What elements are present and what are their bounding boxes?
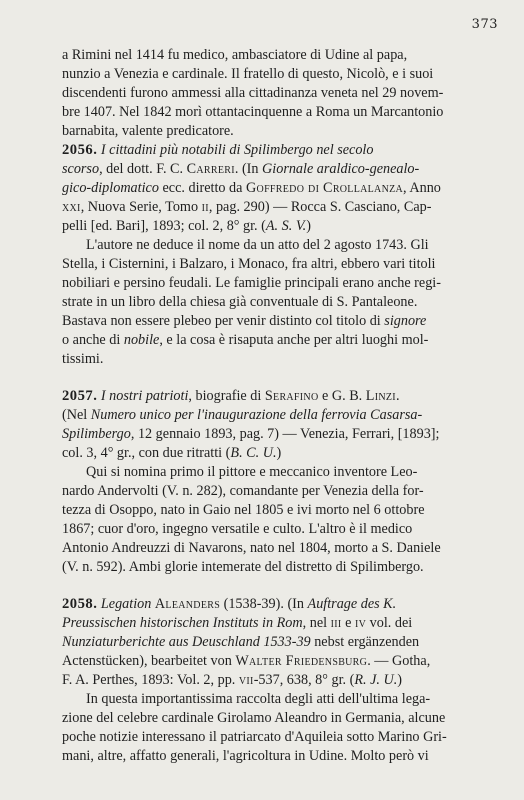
citation-line (62, 406, 504, 425)
entry-number: 2058. (62, 596, 98, 612)
citation-segment: , biografie di (188, 388, 265, 404)
citation-line (62, 614, 504, 633)
summary-line: strate in un libro della chiesa già conventuale di S. Pantaleone. (62, 294, 418, 310)
citation-segment: Aleanders (154, 596, 221, 612)
summary-line: zione del celebre cardinale Girolamo Aleandro in Germania, alcune (62, 710, 446, 726)
page-number: 373 (471, 17, 498, 32)
citation-segment: Actenstücken), bearbeitet von (62, 653, 236, 669)
summary-line: Qui si nomina primo il pittore e meccanico inventore Leo- (86, 464, 418, 480)
citation-line (62, 198, 504, 217)
citation-segment: ) (306, 218, 311, 234)
citation-segment: B. C. U. (230, 445, 277, 461)
citation-segment: gico-diplomatico (62, 180, 159, 196)
citation-segment: Legation (100, 596, 152, 612)
citation-segment: . — Gotha, (367, 653, 431, 669)
citation-segment: , del dott. F. C. (99, 161, 187, 177)
bibliography-entries (62, 141, 504, 766)
citation-segment: R. J. U. (354, 672, 398, 688)
summary-line: tissimi. (62, 351, 104, 367)
citation-segment: ) (276, 445, 282, 461)
summary-line: poche notizie interessano il patriarcato d'Aquileia sotto Marino Gri- (62, 729, 447, 745)
citation-segment: Numero unico per l'inaugurazione della ferrovia Casarsa- (90, 407, 423, 423)
summary-line: (V. n. 592). Ambi glorie intemerate del distretto di Spilimbergo. (62, 559, 424, 575)
citation-segment: xxi (62, 199, 81, 215)
citation-segment: Auftrage des K. (307, 596, 397, 612)
entry-number: 2056. (62, 142, 98, 158)
summary-line: mani, altre, affatto generali, l'agricoltura in Udine. Molto però vi (62, 748, 429, 764)
page-text (62, 46, 504, 766)
entry-citation (62, 595, 504, 690)
summary-line: o anche di nobile, e la cosa è risaputa anche per altri luoghi mol- (62, 332, 429, 348)
intro-paragraph (62, 46, 504, 141)
citation-segment: , Anno (403, 180, 441, 196)
citation-segment: e (341, 615, 355, 631)
citation-segment: pelli [ed. Bari], 1893; col. 2, 8° gr. ( (62, 218, 266, 234)
citation-segment: I nostri patrioti (100, 388, 189, 404)
entry-number: 2057. (62, 388, 98, 404)
citation-segment: I cittadini più notabili di Spilimbergo nel secolo (100, 142, 374, 158)
bibliography-entry (62, 595, 504, 766)
citation-segment: . (395, 388, 400, 404)
text-line: a Rimini nel 1414 fu medico, ambasciatore di Udine al papa, (62, 47, 408, 63)
citation-segment: e G. B. (318, 388, 366, 404)
citation-segment: Goffredo di Crollalanza (246, 180, 404, 196)
citation-segment: , 12 gennaio 1893, pag. 7) — Venezia, Ferrari, [1893]; (130, 426, 440, 442)
bibliography-entry (62, 387, 504, 577)
citation-line (62, 652, 504, 671)
summary-line: L'autore ne deduce il nome da un atto del 2 agosto 1743. Gli (86, 237, 429, 253)
entry-citation (62, 387, 504, 463)
summary-line: In questa importantissima raccolta degli atti dell'ultima lega- (86, 691, 431, 707)
summary-line: nobiliari e persino feudali. Le famiglie principali erano anche regi- (62, 275, 441, 291)
citation-segment: scorso (62, 161, 100, 177)
text-line: barnabita, valente predicatore. (62, 123, 234, 139)
text-line: nunzio a Venezia e cardinale. Il fratello di questo, Nicolò, e i suoi (62, 66, 434, 82)
citation-line (62, 671, 504, 690)
citation-segment: Carreri (186, 161, 235, 177)
citation-segment: vol. dei (366, 615, 413, 631)
citation-segment: . (In (234, 161, 263, 177)
citation-segment: -537, 638, 8° gr. ( (253, 672, 355, 688)
citation-segment: , Nuova Serie, Tomo (80, 199, 202, 215)
citation-segment: F. A. Perthes, 1893: Vol. 2, pp. (62, 672, 239, 688)
citation-line (62, 444, 504, 463)
citation-segment: ecc. diretto da (158, 180, 246, 196)
citation-line (62, 141, 504, 160)
text-line: discendenti furono ammessi alla cittadinanza veneta nel 29 novem- (62, 85, 444, 101)
citation-segment: nebst ergänzenden (310, 634, 420, 650)
citation-line (62, 160, 504, 179)
text-line: bre 1407. Nel 1842 morì ottantacinquenne a Roma un Marcantonio (62, 104, 444, 120)
citation-line (62, 595, 504, 614)
citation-segment: col. 3, 4° gr., con due ritratti ( (62, 445, 231, 461)
citation-segment: Linzi (365, 388, 396, 404)
citation-segment: (1538-39). (In (220, 596, 308, 612)
citation-segment: Nunziaturberichte aus Deuschland 1533-39 (62, 634, 311, 650)
citation-segment: A. S. V. (265, 218, 307, 234)
citation-segment: ii (201, 199, 209, 215)
entry-summary (62, 690, 504, 766)
summary-line: Bastava non essere plebeo per venir distinto col titolo di signore (62, 313, 427, 329)
citation-segment: ) (397, 672, 403, 688)
citation-segment: Serafino (264, 388, 319, 404)
summary-line: Stella, i Cisternini, i Balzaro, i Monaco, fra altri, ebbero vari titoli (62, 256, 436, 272)
citation-segment: vii (238, 672, 254, 688)
citation-line (62, 179, 504, 198)
citation-segment: Giornale araldico-genealo- (262, 161, 420, 177)
entry-summary (62, 236, 504, 369)
citation-segment: (Nel (62, 407, 91, 423)
summary-line: nardo Andervolti (V. n. 282), comandante per Venezia della for- (62, 483, 424, 499)
citation-line (62, 217, 504, 236)
citation-segment: , nel (302, 615, 331, 631)
citation-line (62, 425, 504, 444)
citation-segment: iv (354, 615, 367, 631)
citation-line (62, 387, 504, 406)
citation-segment: Spilimbergo (62, 426, 131, 442)
citation-segment: Preussischen historischen Instituts in Rom (62, 615, 303, 631)
bibliography-entry (62, 141, 504, 369)
citation-segment: , pag. 290) — Rocca S. Casciano, Cap- (208, 199, 432, 215)
citation-segment: iii (330, 615, 342, 631)
summary-line: tezza di Osoppo, nato in Gaio nel 1805 e ivi morto nel 6 ottobre (62, 502, 425, 518)
entry-citation (62, 141, 504, 236)
citation-line (62, 633, 504, 652)
citation-segment: Walter Friedensburg (235, 653, 368, 669)
summary-line: 1867; cuor d'oro, ingegno versatile e culto. L'altro è il medico (62, 521, 413, 537)
entry-summary (62, 463, 504, 577)
summary-line: Antonio Andreuzzi di Navarons, nato nel 1804, morto a S. Daniele (62, 540, 441, 556)
